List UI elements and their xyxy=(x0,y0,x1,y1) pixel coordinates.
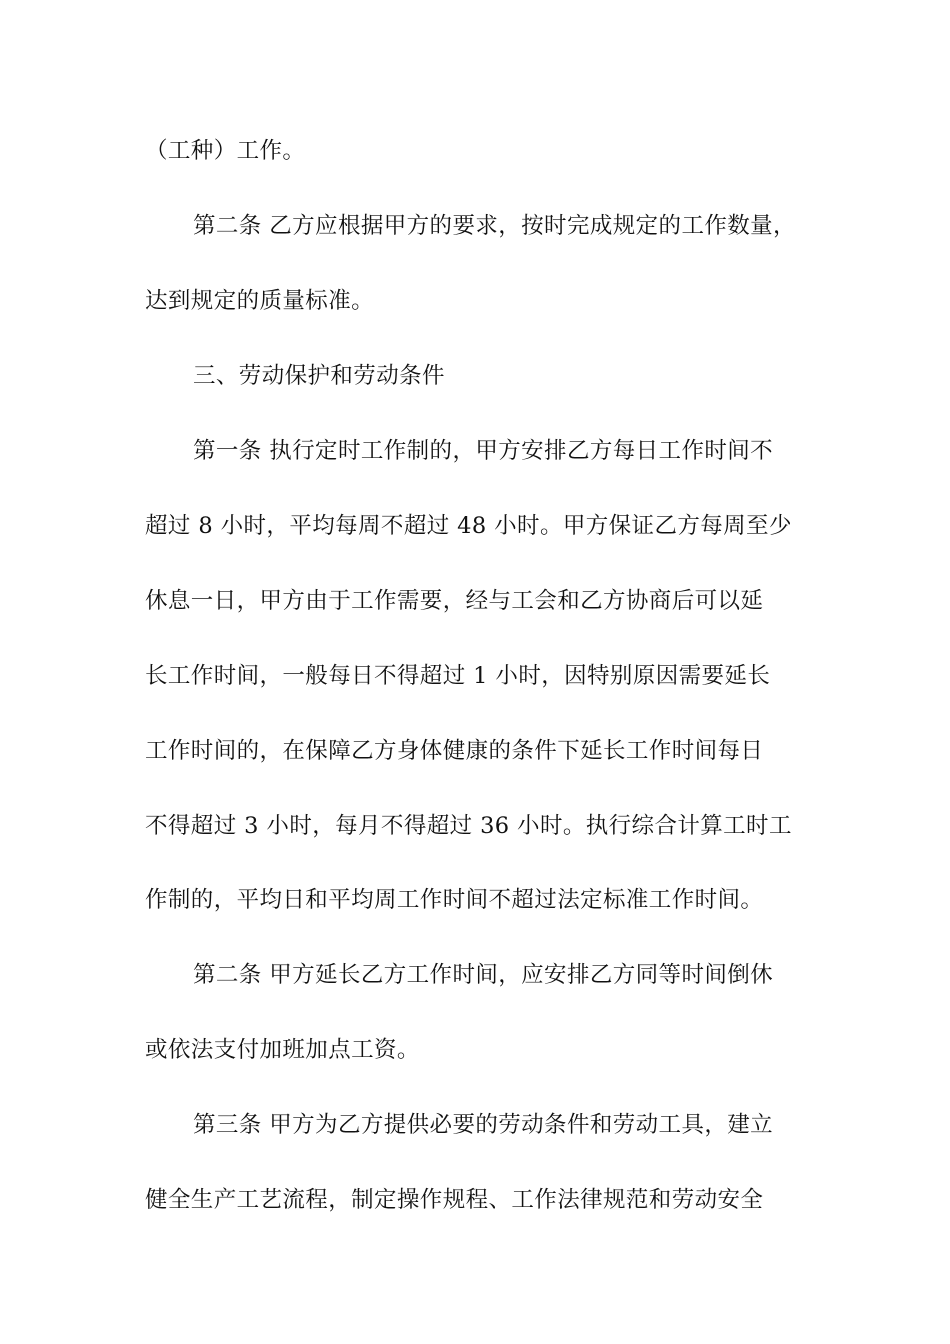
text-line: 休息一日，甲方由于工作需要，经与工会和乙方协商后可以延 xyxy=(145,588,764,614)
section-heading: 三、劳动保护和劳动条件 xyxy=(193,363,445,389)
text-line: 不得超过 3 小时，每月不得超过 36 小时。执行综合计算工时工 xyxy=(145,813,792,839)
text-line: 工作时间的，在保障乙方身体健康的条件下延长工作时间每日 xyxy=(145,738,764,764)
text-line: 达到规定的质量标准。 xyxy=(145,288,375,314)
text-line: 第三条 甲方为乙方提供必要的劳动条件和劳动工具，建立 xyxy=(193,1112,774,1138)
text-line: 超过 8 小时，平均每周不超过 48 小时。甲方保证乙方每周至少 xyxy=(145,513,792,539)
text-line: （工种）工作。 xyxy=(145,138,306,164)
text-line: 长工作时间，一般每日不得超过 1 小时，因特别原因需要延长 xyxy=(145,663,771,689)
text-line: 第一条 执行定时工作制的，甲方安排乙方每日工作时间不 xyxy=(193,438,774,464)
text-line: 作制的，平均日和平均周工作时间不超过法定标准工作时间。 xyxy=(145,887,764,913)
text-line: 或依法支付加班加点工资。 xyxy=(145,1037,420,1063)
text-line: 第二条 乙方应根据甲方的要求，按时完成规定的工作数量， xyxy=(193,213,796,239)
text-line: 健全生产工艺流程，制定操作规程、工作法律规范和劳动安全 xyxy=(145,1187,764,1213)
text-line: 第二条 甲方延长乙方工作时间，应安排乙方同等时间倒休 xyxy=(193,962,774,988)
